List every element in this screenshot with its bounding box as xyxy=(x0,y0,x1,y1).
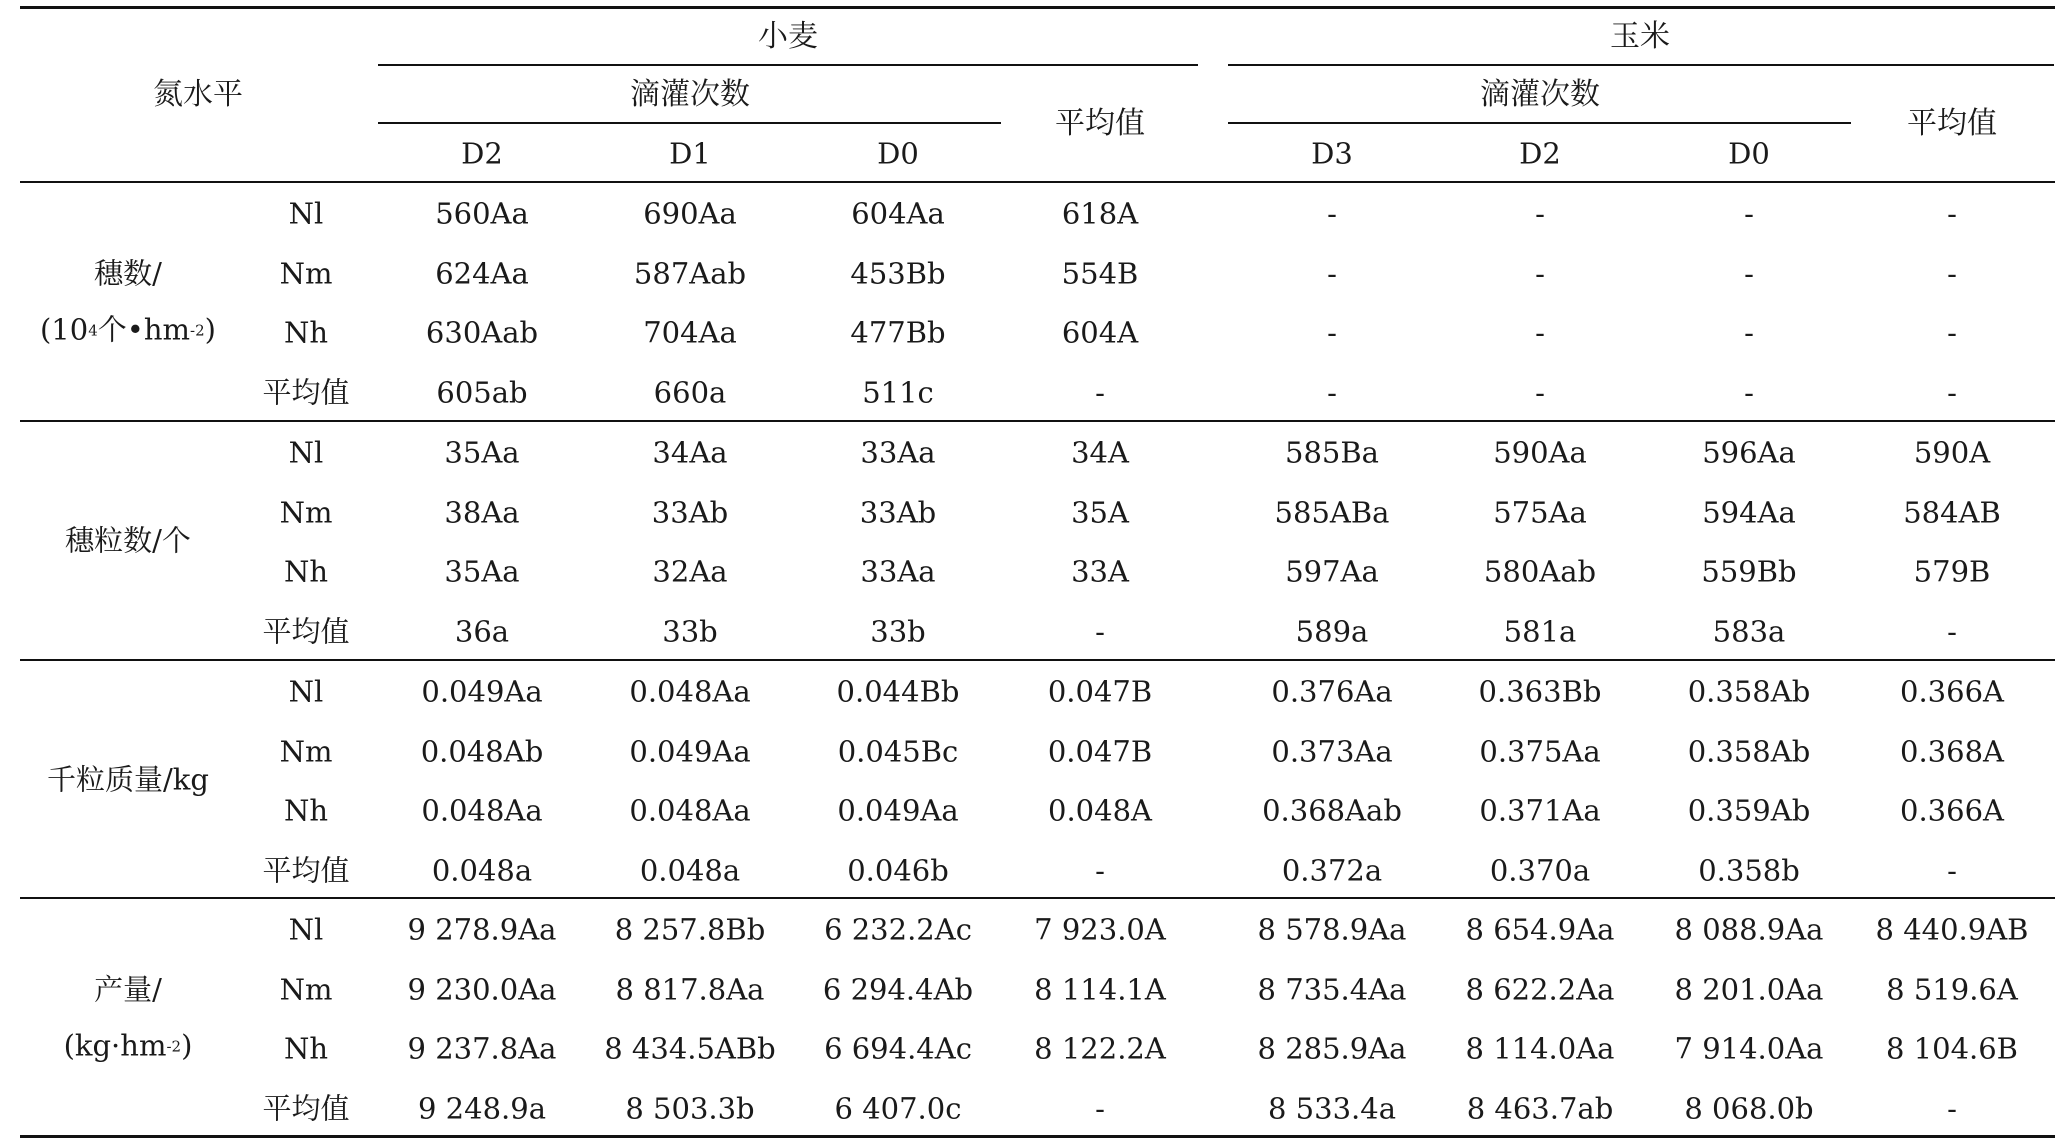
table-cell-wheat-d2: 35Aa xyxy=(444,554,520,589)
table-cell-wheat-d0: 511c xyxy=(862,375,934,409)
group-label-yield-unit: $(kg\cdot hm^{-2})$ xyxy=(63,1028,193,1063)
table-cell-wheat-d2: 35Aa xyxy=(444,435,520,470)
table-cell-wheat-d1: 704Aa xyxy=(643,315,737,350)
table-cell-maize-d2: 0.371Aa xyxy=(1479,793,1601,828)
table-cell-wheat-d1: 587Aab xyxy=(633,256,747,290)
table-cell-wheat-avg: 0.047B xyxy=(1047,734,1153,768)
table-cell-maize-d2: 8 463.7ab xyxy=(1466,1091,1614,1125)
table-cell-wheat-d1: 8 434.5ABb xyxy=(604,1031,776,1066)
table-cell-maize-d0: 583a xyxy=(1712,614,1786,648)
table-cell-wheat-avg: 33A xyxy=(1071,554,1129,589)
table-cell-maize-d2: 0.375Aa xyxy=(1479,734,1601,768)
table-cell-maize-avg: 579B xyxy=(1913,554,1991,589)
table-cell-wheat-d2: 36a xyxy=(454,614,510,648)
wheat-col-d0: D0 xyxy=(877,136,919,171)
group-divider-2 xyxy=(20,659,2055,661)
table-cell-maize-d3: 0.372a xyxy=(1281,853,1383,887)
table-cell-maize-avg: - xyxy=(1947,315,1957,350)
table-cell-wheat-d1: 34Aa xyxy=(652,435,728,470)
table-cell-maize-avg: - xyxy=(1947,375,1957,409)
group-label-spike-number: 穗数/ xyxy=(94,256,162,291)
table-cell-maize-avg: - xyxy=(1947,196,1957,231)
group-divider-3 xyxy=(20,897,2055,899)
table-cell-maize-d3: - xyxy=(1327,375,1337,409)
table-cell-wheat-d1: 33Ab xyxy=(651,495,729,529)
table-cell-maize-d3: 8 533.4a xyxy=(1268,1091,1396,1125)
row-level-label: Nh xyxy=(283,1031,329,1066)
table-cell-wheat-d1: 8 817.8Aa xyxy=(615,972,765,1006)
table-cell-maize-d3: 585ABa xyxy=(1274,495,1390,529)
table-cell-maize-d2: - xyxy=(1535,256,1545,290)
table-cell-maize-d0: 559Bb xyxy=(1701,554,1797,589)
group-label-spike-number-unit: ($10^4$个$•hm^{-2}$) xyxy=(39,312,217,347)
table-cell-maize-d3: 597Aa xyxy=(1285,554,1379,589)
maize-title: 玉米 xyxy=(1610,19,1670,54)
table-cell-wheat-avg: - xyxy=(1095,1091,1105,1125)
table-cell-maize-avg: - xyxy=(1947,853,1957,887)
table-cell-maize-d3: 8 285.9Aa xyxy=(1257,1031,1407,1066)
table-cell-maize-avg: - xyxy=(1947,614,1957,648)
table-cell-maize-d0: 8 201.0Aa xyxy=(1674,972,1824,1006)
table-cell-wheat-d0: 6 294.4Ab xyxy=(822,972,974,1006)
table-cell-wheat-d0: 453Bb xyxy=(850,256,946,290)
table-cell-maize-d0: - xyxy=(1744,196,1754,231)
row-level-label: 平均值 xyxy=(262,853,350,887)
maize-avg-header: 平均值 xyxy=(1907,106,1997,141)
maize-drip-underline xyxy=(1228,122,1851,124)
table-cell-wheat-d1: 8 257.8Bb xyxy=(614,912,766,947)
table-cell-maize-d3: 8 578.9Aa xyxy=(1257,912,1407,947)
table-cell-maize-d0: 7 914.0Aa xyxy=(1674,1031,1824,1066)
table-cell-wheat-d0: 477Bb xyxy=(850,315,946,350)
table-cell-wheat-avg: - xyxy=(1095,614,1105,648)
table-cell-maize-d2: - xyxy=(1535,315,1545,350)
table-cell-wheat-d0: 0.049Aa xyxy=(837,793,959,828)
table-cell-wheat-avg: 554B xyxy=(1061,256,1139,290)
table-cell-maize-d2: 580Aab xyxy=(1483,554,1597,589)
row-level-label: Nl xyxy=(288,196,324,231)
row-level-label: Nm xyxy=(279,495,333,529)
table-cell-wheat-avg: 0.048A xyxy=(1048,793,1152,828)
table-cell-maize-d0: 0.358b xyxy=(1698,853,1800,887)
wheat-avg-header: 平均值 xyxy=(1055,106,1145,141)
table-cell-maize-d0: 0.358Ab xyxy=(1687,674,1811,709)
wheat-drip-underline xyxy=(378,122,1001,124)
table-cell-maize-d3: 0.373Aa xyxy=(1271,734,1393,768)
table-cell-maize-avg: 8 104.6B xyxy=(1885,1031,2019,1066)
table-cell-maize-avg: 0.366A xyxy=(1900,793,2004,828)
table-cell-wheat-avg: 34A xyxy=(1071,435,1129,470)
table-cell-wheat-d2: 38Aa xyxy=(444,495,520,529)
table-cell-wheat-d1: 660a xyxy=(653,375,727,409)
table-cell-wheat-d2: 0.049Aa xyxy=(421,674,543,709)
table-cell-wheat-d1: 690Aa xyxy=(643,196,737,231)
table-cell-wheat-d0: 0.046b xyxy=(847,853,949,887)
table-cell-maize-d2: 8 114.0Aa xyxy=(1465,1031,1615,1066)
table-cell-wheat-avg: 35A xyxy=(1071,495,1129,529)
row-level-label: Nh xyxy=(283,315,329,350)
table-cell-wheat-d1: 0.049Aa xyxy=(629,734,751,768)
group-label-yield: 产量/ xyxy=(94,972,162,1007)
table-cell-maize-d2: 0.363Bb xyxy=(1478,674,1602,709)
table-cell-maize-d0: 8 068.0b xyxy=(1684,1091,1814,1125)
maize-col-d3: D3 xyxy=(1311,136,1353,171)
table-cell-wheat-d2: 9 230.0Aa xyxy=(407,972,557,1006)
table-cell-maize-d0: - xyxy=(1744,256,1754,290)
table-cell-wheat-avg: - xyxy=(1095,853,1105,887)
row-level-label: Nm xyxy=(279,256,333,290)
table-cell-maize-d0: 8 088.9Aa xyxy=(1674,912,1824,947)
table-cell-wheat-avg: 604A xyxy=(1061,315,1139,350)
table-cell-wheat-avg: - xyxy=(1095,375,1105,409)
table-cell-maize-avg: 590A xyxy=(1913,435,1991,470)
table-cell-wheat-d0: 33Ab xyxy=(859,495,937,529)
table-cell-maize-d0: 0.359Ab xyxy=(1687,793,1811,828)
wheat-drip-label: 滴灌次数 xyxy=(630,77,750,112)
table-cell-wheat-d2: 9 237.8Aa xyxy=(407,1031,557,1066)
table-cell-maize-d0: - xyxy=(1744,375,1754,409)
table-cell-wheat-d1: 33b xyxy=(662,614,718,648)
table-cell-wheat-d2: 605ab xyxy=(436,375,528,409)
table-cell-wheat-d2: 0.048Aa xyxy=(421,793,543,828)
table-cell-wheat-avg: 8 114.1A xyxy=(1034,972,1166,1006)
table-cell-maize-d2: 8 622.2Aa xyxy=(1465,972,1615,1006)
table-cell-maize-d3: 0.368Aab xyxy=(1262,793,1402,828)
wheat-title-underline xyxy=(378,64,1198,66)
row-level-label: 平均值 xyxy=(262,614,350,648)
maize-title-underline xyxy=(1228,64,2054,66)
table-cell-wheat-avg: 8 122.2A xyxy=(1034,1031,1166,1066)
table-cell-maize-d3: 585Ba xyxy=(1285,435,1379,470)
table-cell-maize-d2: - xyxy=(1535,375,1545,409)
table-cell-maize-avg: 584AB xyxy=(1903,495,2001,529)
group-label-grains-per-spike: 穗粒数/个 xyxy=(65,523,191,558)
wheat-col-d1: D1 xyxy=(669,136,711,171)
table-cell-maize-avg: - xyxy=(1947,256,1957,290)
table-cell-wheat-d0: 0.044Bb xyxy=(836,674,960,709)
row-label-header: 氮水平 xyxy=(153,77,243,112)
table-cell-maize-avg: 8 519.6A xyxy=(1886,972,2018,1006)
table-cell-wheat-avg: 7 923.0A xyxy=(1034,912,1166,947)
table-cell-wheat-d0: 0.045Bc xyxy=(837,734,959,768)
table-cell-maize-d3: - xyxy=(1327,315,1337,350)
maize-drip-label: 滴灌次数 xyxy=(1480,77,1600,112)
table-cell-maize-d0: 594Aa xyxy=(1702,495,1796,529)
row-level-label: Nm xyxy=(279,734,333,768)
bottom-rule xyxy=(20,1135,2055,1138)
table-cell-wheat-d2: 9 278.9Aa xyxy=(407,912,557,947)
row-level-label: Nh xyxy=(283,793,329,828)
group-label-thousand-grain-mass: 千粒质量/kg xyxy=(47,762,209,797)
table-cell-maize-d0: - xyxy=(1744,315,1754,350)
row-level-label: Nl xyxy=(288,674,324,709)
table-cell-maize-avg: 8 440.9AB xyxy=(1875,912,2029,947)
table-cell-wheat-d0: 604Aa xyxy=(851,196,945,231)
table-cell-maize-d3: - xyxy=(1327,256,1337,290)
table-cell-wheat-d0: 6 232.2Ac xyxy=(824,912,972,947)
table-cell-maize-avg: 0.366A xyxy=(1900,674,2004,709)
row-level-label: Nh xyxy=(283,554,329,589)
row-level-label: Nl xyxy=(288,435,324,470)
table-cell-wheat-d2: 9 248.9a xyxy=(418,1091,546,1125)
table-cell-maize-d2: 8 654.9Aa xyxy=(1465,912,1615,947)
table-cell-maize-d3: 589a xyxy=(1295,614,1369,648)
table-cell-wheat-d2: 560Aa xyxy=(435,196,529,231)
row-level-label: Nm xyxy=(279,972,333,1006)
table-cell-maize-d3: - xyxy=(1327,196,1337,231)
table-cell-wheat-d1: 0.048Aa xyxy=(629,674,751,709)
table-cell-wheat-d2: 0.048a xyxy=(431,853,533,887)
table-cell-maize-d0: 596Aa xyxy=(1702,435,1796,470)
table-cell-wheat-d1: 32Aa xyxy=(652,554,728,589)
wheat-title: 小麦 xyxy=(758,19,818,54)
table-cell-maize-d2: 575Aa xyxy=(1493,495,1587,529)
table-cell-wheat-d2: 0.048Ab xyxy=(420,734,544,768)
header-bottom-rule xyxy=(20,181,2055,183)
maize-col-d0: D0 xyxy=(1728,136,1770,171)
table-cell-wheat-d2: 624Aa xyxy=(435,256,529,290)
table-cell-wheat-d0: 33Aa xyxy=(860,554,936,589)
row-level-label: Nl xyxy=(288,912,324,947)
table-cell-wheat-d1: 8 503.3b xyxy=(625,1091,755,1125)
table-cell-maize-avg: 0.368A xyxy=(1900,734,2004,768)
table-cell-maize-d2: - xyxy=(1535,196,1545,231)
group-divider-1 xyxy=(20,420,2055,422)
table-cell-maize-d2: 581a xyxy=(1503,614,1577,648)
maize-col-d2: D2 xyxy=(1519,136,1561,171)
table-cell-maize-d2: 590Aa xyxy=(1493,435,1587,470)
table-cell-wheat-d0: 33b xyxy=(870,614,926,648)
table-cell-maize-d3: 0.376Aa xyxy=(1271,674,1393,709)
top-rule xyxy=(20,6,2055,9)
table-cell-maize-avg: - xyxy=(1947,1091,1957,1125)
table-cell-wheat-d0: 6 407.0c xyxy=(834,1091,962,1125)
table-cell-wheat-avg: 0.047B xyxy=(1047,674,1153,709)
table-cell-maize-d0: 0.358Ab xyxy=(1687,734,1811,768)
table-cell-wheat-d1: 0.048a xyxy=(639,853,741,887)
table-cell-maize-d2: 0.370a xyxy=(1489,853,1591,887)
row-level-label: 平均值 xyxy=(262,1091,350,1125)
table-cell-wheat-d2: 630Aab xyxy=(425,315,539,350)
table-cell-wheat-avg: 618A xyxy=(1061,196,1139,231)
table-cell-wheat-d1: 0.048Aa xyxy=(629,793,751,828)
wheat-col-d2: D2 xyxy=(461,136,503,171)
table-cell-maize-d3: 8 735.4Aa xyxy=(1257,972,1407,1006)
row-level-label: 平均值 xyxy=(262,375,350,409)
table-cell-wheat-d0: 33Aa xyxy=(860,435,936,470)
table-cell-wheat-d0: 6 694.4Ac xyxy=(824,1031,972,1066)
